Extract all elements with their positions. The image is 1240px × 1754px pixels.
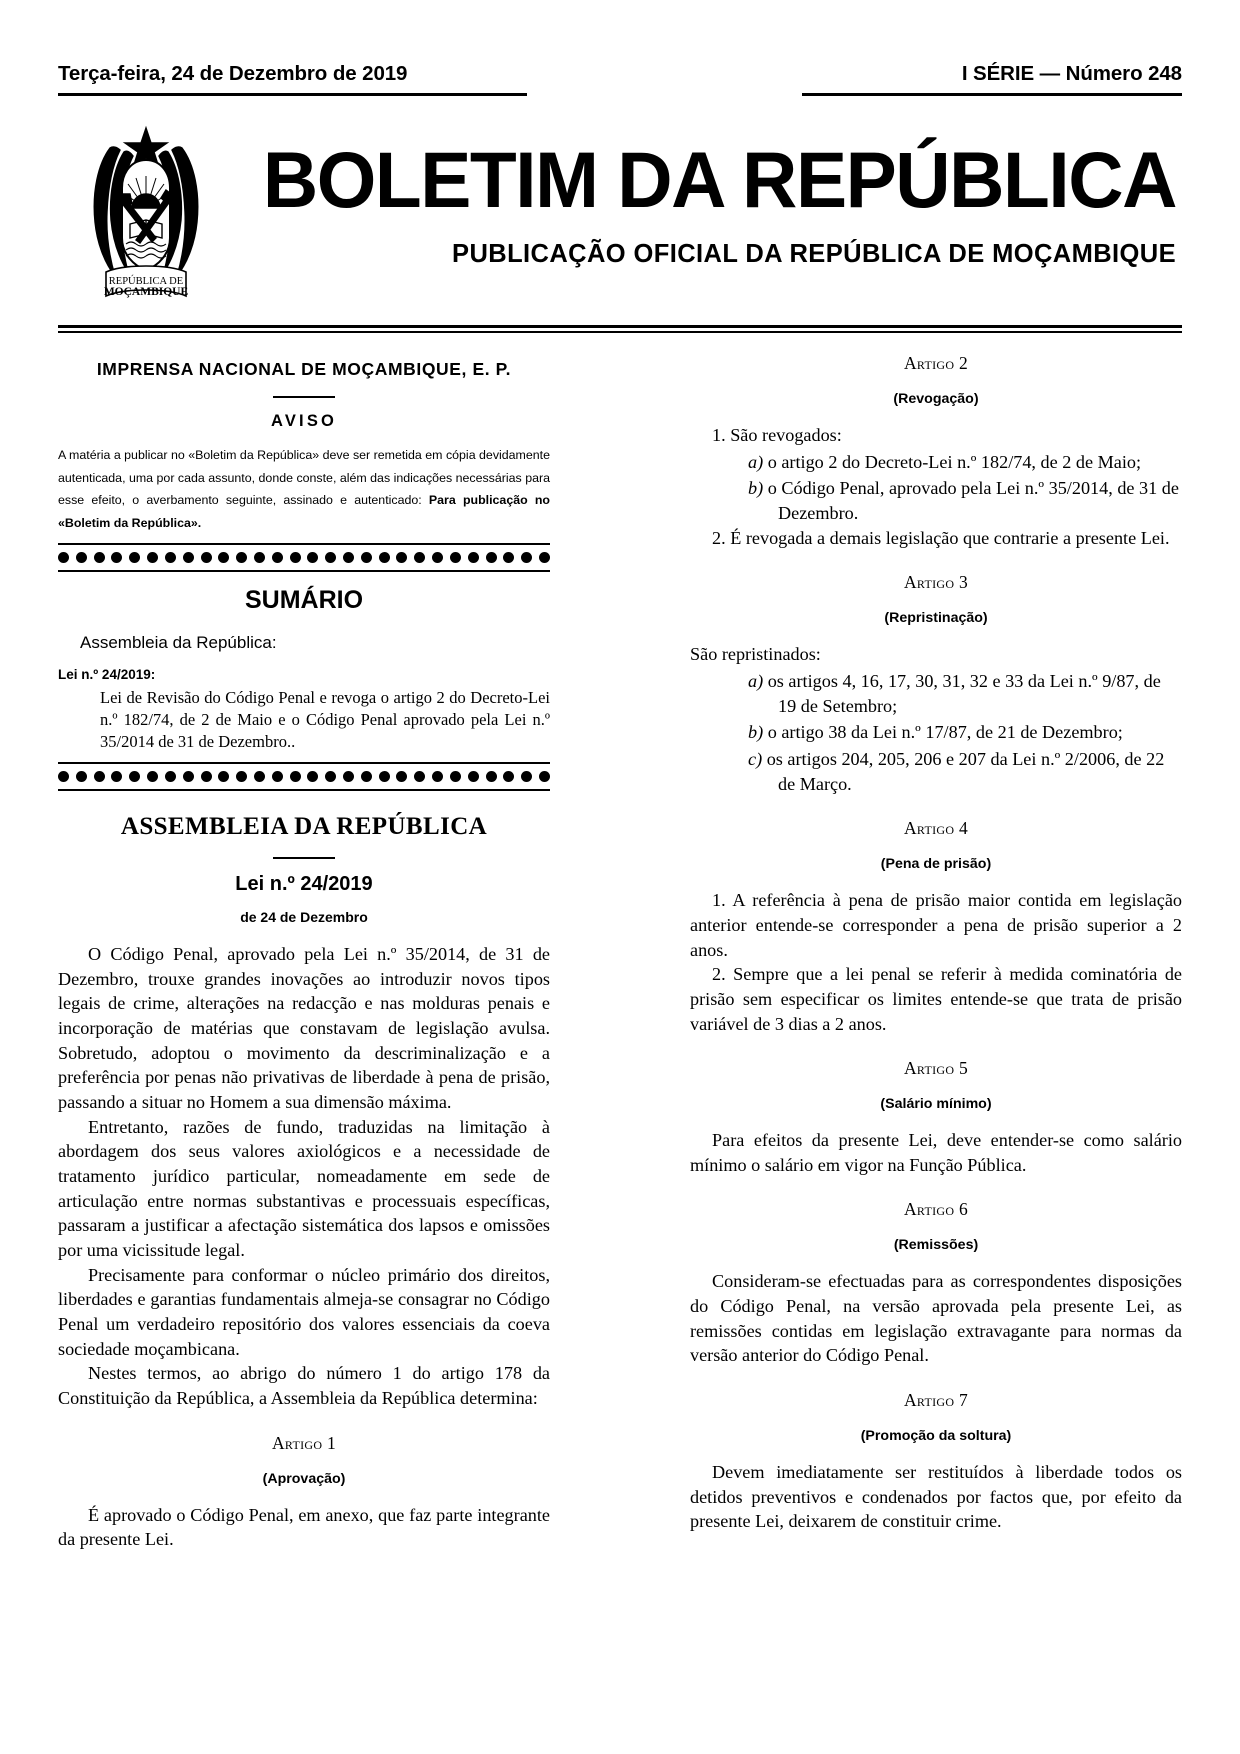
dot-row <box>58 549 550 566</box>
list-text: os artigos 204, 205, 206 e 207 da Lei n.º 2/2006, de 22 de Março. <box>762 748 1165 794</box>
article-4-item-2: 2. Sempre que a lei penal se referir à medida cominatória de prisão sem especificar os limites entende-se que trata de prisão variável de 3 dias a 2 anos. <box>690 964 1182 1034</box>
article-6-title: (Remissões) <box>893 1237 979 1254</box>
dot-divider-1 <box>58 543 550 572</box>
publication-date: Terça-feira, 24 de Dezembro de 2019 <box>58 62 527 96</box>
list-marker: a) <box>748 451 764 472</box>
assembly-heading: ASSEMBLEIA DA REPÚBLICA <box>120 813 488 841</box>
column-gutter <box>550 353 690 1643</box>
article-3-lead: São repristinados: <box>690 644 821 665</box>
dot-divider-2 <box>58 762 550 791</box>
emblem-label-bottom: MOÇAMBIQUE <box>103 286 188 298</box>
law-date-heading: de 24 de Dezembro <box>240 909 368 926</box>
divider-short <box>273 396 335 398</box>
masthead-text <box>233 112 1182 269</box>
aviso-body <box>58 444 550 534</box>
list-marker: b) <box>748 478 764 499</box>
article-4-title: (Pena de prisão) <box>880 856 992 873</box>
list-text: o artigo 38 da Lei n.º 17/87, de 21 de Dezembro; <box>763 722 1123 743</box>
article-7-title: (Promoção da soltura) <box>860 1428 1012 1445</box>
article-4-item-1: 1. A referência à pena de prisão maior contida em legislação anterior entende-se corresponder a pena de prisão superior a 2 anos. <box>690 890 1182 960</box>
preamble-paragraph: Entretanto, razões de fundo, traduzidas na limitação à abordagem dos seus valores axiológicos e a necessidade de tratamento jurídico particular, nomeadamente em sede de articulação entre normas substantivas e processuais específicas, passaram a justificar a afectação sistemática dos lapsos e omissões por uma vicissitude legal. <box>58 1116 550 1260</box>
list-text: o Código Penal, aprovado pela Lei n.º 35/2014, de 31 de Dezembro. <box>763 478 1179 523</box>
aviso-text: A matéria a publicar no «Boletim da República» deve ser remetida em cópia devidamente autenticada, uma por cada assunto, donde conste, além das indicações necessárias para esse efeito, o averbamento seguinte, assinado e autenticado: <box>58 448 550 508</box>
aviso-heading: AVISO <box>270 412 338 430</box>
content-columns <box>58 353 1182 1643</box>
divider-short <box>273 857 335 859</box>
article-2-list <box>690 450 1182 526</box>
preamble-paragraph: O Código Penal, aprovado pela Lei n.º 35/2014, de 31 de Dezembro, trouxe grandes inovações ao introduzir novos tipos legais de crime, alterações na redacção e nas molduras penais e incorporação de matérias que constavam de legislação avulsa. Sobretudo, adoptou o movimento da descriminalização e a preferência por penas não privativas de liberdade à pena de prisão, passando a situar no Homem a sua dimensão máxima. <box>58 944 550 1113</box>
summary-heading: SUMÁRIO <box>244 586 364 615</box>
masthead-divider <box>58 325 1182 333</box>
right-column <box>690 353 1182 1643</box>
article-4-number: Artigo 4 <box>903 818 969 839</box>
publication-subtitle: PUBLICAÇÃO OFICIAL DA REPÚBLICA DE MOÇAMBIQUE <box>452 239 1176 268</box>
page-header <box>58 0 1182 96</box>
article-3-list <box>690 669 1182 796</box>
article-5-number: Artigo 5 <box>903 1058 969 1079</box>
list-text: o artigo 2 do Decreto-Lei n.º 182/74, de 2 de Maio; <box>763 451 1142 472</box>
list-marker: c) <box>748 748 763 769</box>
preamble-paragraph: Precisamente para conformar o núcleo primário dos direitos, liberdades e garantias fundamentais almeja-se consagrar no Código Penal um verdadeiro repositório dos valores essenciais da coeva sociedade moçambicana. <box>58 1264 550 1359</box>
article-6-number: Artigo 6 <box>903 1199 969 1220</box>
article-2-number: Artigo 2 <box>903 353 969 373</box>
list-item <box>748 450 1182 475</box>
publisher-name: IMPRENSA NACIONAL DE MOÇAMBIQUE, E. P. <box>96 359 512 379</box>
article-3-title: (Repristinação) <box>884 610 988 627</box>
article-1-body: É aprovado o Código Penal, em anexo, que faz parte integrante da presente Lei. <box>58 1504 550 1550</box>
article-3-number: Artigo 3 <box>903 572 969 593</box>
emblem-label-top: REPÚBLICA DE <box>108 276 183 287</box>
list-item <box>748 720 1182 745</box>
coat-of-arms-icon <box>58 112 233 308</box>
summary-law-number: Lei n.º 24/2019: <box>58 667 156 683</box>
masthead <box>58 112 1182 307</box>
article-2-title: (Revogação) <box>893 391 979 407</box>
publication-title: BOLETIM DA REPÚBLICA <box>262 135 1176 224</box>
article-2-item-1: 1. São revogados: <box>712 425 842 445</box>
article-5-body: Para efeitos da presente Lei, deve entender-se como salário mínimo o salário em vigor na Função Pública. <box>690 1130 1182 1175</box>
list-text: os artigos 4, 16, 17, 30, 31, 32 e 33 da Lei n.º 9/87, de 19 de Setembro; <box>763 670 1161 716</box>
article-6-body: Consideram-se efectuadas para as correspondentes disposições do Código Penal, na versão aprovada pela presente Lei, as remissões contidas em legislação extravagante para normas da versão anterior do Código Penal. <box>690 1271 1182 1366</box>
summary-organ: Assembleia da República: <box>80 633 277 653</box>
list-item <box>748 747 1182 796</box>
article-5-title: (Salário mínimo) <box>880 1096 992 1113</box>
list-item <box>748 669 1182 718</box>
article-2-item-2: 2. É revogada a demais legislação que contrarie a presente Lei. <box>712 527 1170 548</box>
article-1-number: Artigo 1 <box>271 1432 337 1453</box>
dot-row <box>58 768 550 785</box>
law-number-heading: Lei n.º 24/2019 <box>235 873 373 896</box>
left-column <box>58 353 550 1643</box>
aviso-text-bold: Para publicação no «Boletim da República». <box>58 493 550 530</box>
article-7-body: Devem imediatamente ser restituídos à liberdade todos os detidos preventivos e condenados por factos que, por efeito da presente Lei, deixarem de constituir crime. <box>690 1462 1182 1532</box>
list-marker: a) <box>748 670 764 691</box>
preamble-paragraph: Nestes termos, ao abrigo do número 1 do artigo 178 da Constituição da República, a Assembleia da República determina: <box>58 1363 550 1408</box>
list-marker: b) <box>748 722 764 743</box>
list-item <box>748 476 1182 525</box>
summary-description: Lei de Revisão do Código Penal e revoga o artigo 2 do Decreto-Lei n.º 182/74, de 2 de Maio e o Código Penal aprovado pela Lei n.º 35/2014 de 31 de Dezembro.. <box>100 688 550 752</box>
article-1-title: (Aprovação) <box>262 1470 346 1487</box>
article-7-number: Artigo 7 <box>903 1390 969 1411</box>
series-number: I SÉRIE — Número 248 <box>802 62 1182 96</box>
